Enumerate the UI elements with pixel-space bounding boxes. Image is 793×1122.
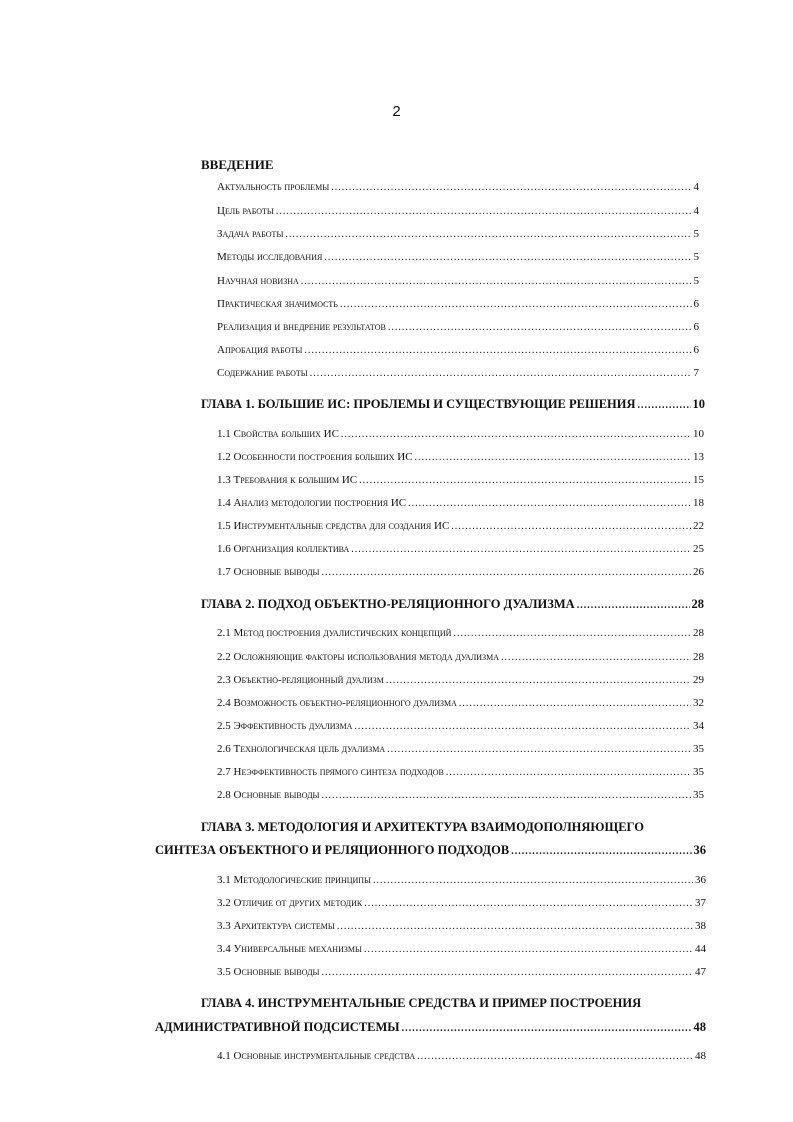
toc-section-title: 1.3 Требования к большим ИС [217, 474, 358, 486]
dot-leader [402, 1023, 692, 1034]
toc-section [217, 697, 704, 709]
toc-section-page: 22 [693, 520, 704, 532]
toc-section-title: 1.5 Инструментальные средства для создания ИС [217, 520, 450, 532]
page-number: 2 [392, 103, 401, 120]
toc-section-page: 13 [693, 451, 704, 463]
toc-section-title: 2.5 Эффективность дуализма [217, 720, 353, 732]
dot-leader [337, 921, 693, 932]
toc-entry-page: 5 [693, 228, 699, 240]
dot-leader [453, 628, 691, 639]
toc-entry-page: 7 [693, 367, 699, 379]
toc-section [217, 720, 704, 732]
chapter-page: 28 [691, 597, 704, 611]
toc-section [217, 566, 704, 578]
toc-section-title: 2.2 Осложняющие факторы использования метода дуализма [217, 651, 499, 663]
toc-section-page: 10 [693, 428, 704, 440]
toc-section-page: 36 [695, 874, 706, 886]
toc-section-page: 35 [693, 743, 704, 755]
toc-section-title: 1.7 Основные выводы [217, 566, 320, 578]
toc-section [217, 1050, 706, 1062]
chapter-title: АДМИНИСТРАТИВНОЙ ПОДСИСТЕМЫ [155, 1020, 400, 1034]
dot-leader [415, 452, 691, 463]
dot-leader [324, 252, 691, 263]
toc-chapter-3 [155, 843, 706, 858]
toc-chapter-1 [201, 397, 705, 412]
dot-leader [386, 675, 691, 686]
toc-section-page: 38 [695, 920, 706, 932]
toc-section-title: 3.3 Архитектура системы [217, 920, 335, 932]
toc-section-title: 1.4 Анализ методологии построения ИС [217, 497, 407, 509]
dot-leader [388, 322, 692, 333]
toc-chapter-4-line1: ГЛАВА 4. ИНСТРУМЕНТАЛЬНЫЕ СРЕДСТВА И ПРИМЕР ПОСТРОЕНИЯ [201, 996, 642, 1010]
chapter-title: СИНТЕЗА ОБЪЕКТНОГО И РЕЛЯЦИОННОГО ПОДХОДОВ [155, 843, 510, 857]
toc-section-page: 28 [693, 651, 704, 663]
toc-entry-title: Реализация и внедрение результатов [217, 321, 386, 333]
toc-section-page: 47 [695, 966, 706, 978]
toc-section [217, 966, 706, 978]
toc-section-page: 15 [693, 474, 704, 486]
toc-entry-title: Цель работы [217, 205, 274, 217]
toc-section [217, 766, 704, 778]
toc-section-page: 35 [693, 789, 704, 801]
dot-leader [501, 652, 691, 663]
toc-entry-title: Задача работы [217, 228, 284, 240]
toc-section-title: 3.5 Основные выводы [217, 966, 320, 978]
toc-section-page: 26 [693, 566, 704, 578]
dot-leader [459, 698, 691, 709]
toc-entry-page: 6 [693, 344, 699, 356]
toc-section-page: 48 [695, 1050, 706, 1062]
dot-leader [354, 721, 691, 732]
dot-leader [408, 498, 691, 509]
dot-leader [331, 182, 691, 193]
dot-leader [322, 790, 691, 801]
dot-leader [310, 368, 692, 379]
dot-leader [364, 944, 693, 955]
toc-section [217, 497, 704, 509]
dot-leader [359, 475, 691, 486]
dot-leader [387, 744, 691, 755]
toc-section [217, 627, 704, 639]
toc-entry [217, 275, 699, 287]
dot-leader [285, 229, 691, 240]
toc-section [217, 874, 706, 886]
toc-entry-page: 6 [693, 321, 699, 333]
toc-entry [217, 344, 699, 356]
toc-section-page: 34 [693, 720, 704, 732]
toc-section-title: 3.1 Методологические принципы [217, 874, 372, 886]
toc-section [217, 520, 704, 532]
toc-section [217, 428, 704, 440]
dot-leader [417, 1051, 693, 1062]
dot-leader [304, 345, 691, 356]
toc-section-page: 29 [693, 674, 704, 686]
dot-leader [351, 544, 691, 555]
dot-leader [301, 276, 692, 287]
toc-heading-intro: ВВЕДЕНИЕ [201, 157, 274, 172]
chapter-title: ГЛАВА 2. ПОДХОД ОБЪЕКТНО-РЕЛЯЦИОННОГО ДУАЛИЗМА [201, 597, 575, 611]
toc-section-page: 32 [693, 697, 704, 709]
dot-leader [511, 846, 691, 857]
toc-section [217, 897, 706, 909]
toc-section-page: 18 [693, 497, 704, 509]
toc-section-page: 35 [693, 766, 704, 778]
toc-section [217, 920, 706, 932]
dot-leader [322, 567, 691, 578]
chapter-page: 48 [693, 1020, 706, 1034]
toc-section-page: 44 [695, 943, 706, 955]
toc-entry-title: Практическая значимость [217, 298, 338, 310]
toc-section-title: 3.4 Универсальные механизмы [217, 943, 362, 955]
toc-entry [217, 298, 699, 310]
dot-leader [446, 767, 691, 778]
toc-entry [217, 367, 699, 379]
toc-section [217, 674, 704, 686]
toc-section-title: 1.1 Свойства больших ИС [217, 428, 339, 440]
toc-section [217, 543, 704, 555]
toc-entry-page: 4 [693, 181, 699, 193]
toc-section [217, 943, 706, 955]
toc-entry-page: 5 [693, 251, 699, 263]
toc-section-page: 25 [693, 543, 704, 555]
toc-entry-page: 4 [693, 205, 699, 217]
toc-section-title: 2.1 Метод построения дуалистических концепций [217, 627, 452, 639]
toc-entry [217, 251, 699, 263]
toc-section [217, 451, 704, 463]
toc-section [217, 474, 704, 486]
toc-entry-title: Методы исследования [217, 251, 323, 263]
dot-leader [364, 898, 693, 909]
toc-chapter-3-line1: ГЛАВА 3. МЕТОДОЛОГИЯ И АРХИТЕКТУРА ВЗАИМОДОПОЛНЯЮЩЕГО [201, 820, 644, 834]
toc-entry-page: 6 [693, 298, 699, 310]
toc-chapter-4 [155, 1020, 706, 1035]
toc-entry-page: 5 [693, 275, 699, 287]
chapter-page: 36 [693, 843, 706, 857]
toc-section-title: 2.6 Технологическая цель дуализма [217, 743, 386, 755]
toc-section-title: 1.6 Организация коллектива [217, 543, 350, 555]
toc-entry-title: Содержание работы [217, 367, 308, 379]
toc-entry-title: Актуальность проблемы [217, 181, 330, 193]
chapter-page: 10 [692, 397, 705, 411]
dot-leader [451, 521, 691, 532]
toc-section-title: 2.8 Основные выводы [217, 789, 320, 801]
dot-leader [373, 875, 693, 886]
toc-section-title: 2.4 Возможность объектно-реляционного дуализма [217, 697, 457, 709]
toc-section [217, 743, 704, 755]
toc-entry [217, 228, 699, 240]
dot-leader [340, 299, 692, 310]
toc-entry [217, 205, 699, 217]
toc-entry [217, 321, 699, 333]
toc-entry [217, 181, 699, 193]
toc-section-title: 1.2 Особенности построения больших ИС [217, 451, 413, 463]
dot-leader [341, 429, 691, 440]
toc-entry-title: Научная новизна [217, 275, 299, 287]
toc-section-title: 4.1 Основные инструментальные средства [217, 1050, 416, 1062]
toc-section-page: 28 [693, 627, 704, 639]
toc-section-title: 2.7 Неэффективность прямого синтеза подходов [217, 766, 444, 778]
dot-leader [577, 600, 690, 611]
toc-section [217, 789, 704, 801]
toc-chapter-2 [201, 597, 704, 612]
toc-entry-title: Апробация работы [217, 344, 303, 356]
toc-section-title: 2.3 Объектно-реляционный дуализм [217, 674, 384, 686]
dot-leader [638, 400, 691, 411]
dot-leader [276, 206, 692, 217]
toc-section-page: 37 [695, 897, 706, 909]
toc-section-title: 3.2 Отличие от других методик [217, 897, 363, 909]
chapter-title: ГЛАВА 1. БОЛЬШИЕ ИС: ПРОБЛЕМЫ И СУЩЕСТВУЮЩИЕ РЕШЕНИЯ [201, 397, 636, 411]
toc-section [217, 651, 704, 663]
dot-leader [322, 967, 693, 978]
